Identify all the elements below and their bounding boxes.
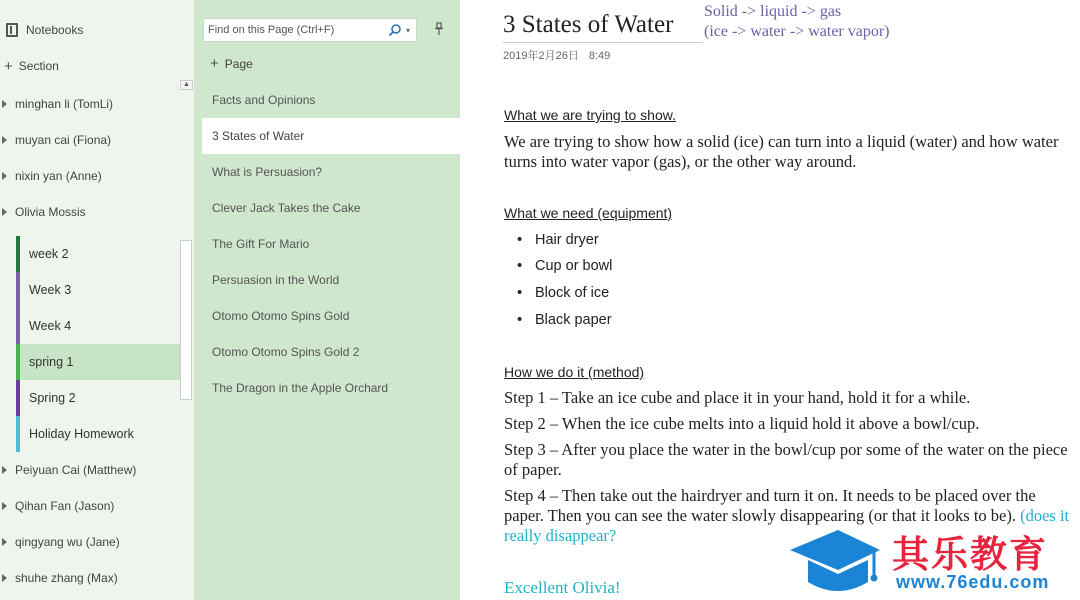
section-group-qingyang[interactable] [0, 527, 120, 557]
expand-arrow-icon [2, 208, 7, 216]
page-item-label: Clever Jack Takes the Cake [212, 201, 361, 215]
step-2[interactable]: Step 2 – When the ice cube melts into a liquid hold it above a bowl/cup. [504, 414, 980, 433]
add-page-button[interactable] [210, 56, 253, 71]
scroll-up-arrow-icon[interactable]: ▲ [180, 80, 193, 90]
note-canvas[interactable] [460, 0, 1080, 600]
page-item-label: Persuasion in the World [212, 273, 340, 287]
expand-arrow-icon [2, 538, 7, 546]
plus-icon: + [4, 57, 13, 75]
teacher-comment: (does it really disappear? [504, 506, 1070, 545]
section-color-bar [16, 344, 20, 380]
page-item[interactable] [202, 82, 460, 118]
graduation-cap-icon [786, 524, 882, 600]
page-item-label: Otomo Otomo Spins Gold [212, 309, 350, 323]
section-color-bar [16, 380, 20, 416]
section-group-label: minghan li (TomLi) [15, 97, 114, 111]
list-item[interactable]: • Block of ice [535, 285, 609, 301]
page-timestamp [503, 47, 610, 63]
section-label: spring 1 [29, 355, 74, 369]
section-group-label: nixin yan (Anne) [15, 169, 102, 183]
section-week-2[interactable] [16, 236, 180, 272]
watermark-url: www.76edu.com [896, 572, 1050, 592]
notebook-icon [6, 23, 18, 37]
list-item[interactable]: • Hair dryer [535, 232, 599, 248]
page-item[interactable] [202, 262, 460, 298]
search-scope-dropdown-icon[interactable]: ▾ [406, 25, 411, 35]
list-item[interactable]: • Cup or bowl [535, 258, 612, 274]
page-item-label: Facts and Opinions [212, 93, 316, 107]
section-spring-1[interactable] [16, 344, 180, 380]
section-label: week 2 [29, 247, 69, 261]
section-group-label: Olivia Mossis [15, 205, 86, 219]
page-item-label: 3 States of Water [212, 129, 305, 143]
section-label: Spring 2 [29, 391, 76, 405]
section-group-label: qingyang wu (Jane) [15, 535, 120, 549]
page-time: 8:49 [588, 50, 611, 62]
watermark-brand-text: 其乐教育 [892, 533, 1048, 576]
notebooks-button[interactable] [6, 15, 83, 45]
page-item-label: What is Persuasion? [212, 165, 323, 179]
heading-method[interactable]: How we do it (method) [504, 364, 645, 380]
page-item[interactable] [202, 154, 460, 190]
add-section-button[interactable] [4, 51, 59, 81]
section-spring-2[interactable] [16, 380, 180, 416]
search-icon[interactable] [384, 19, 406, 41]
page-item[interactable] [202, 370, 460, 406]
search-placeholder: Find on this Page (Ctrl+F) [208, 24, 335, 36]
step-4-text: Step 4 – Then take out the hairdryer and turn it on. It needs to be placed over the paper. Then you can see the water slowly disappearing (or that it looks to be). [504, 486, 1036, 525]
notebooks-label: Notebooks [26, 23, 84, 37]
page-item[interactable] [202, 190, 460, 226]
page-item[interactable] [202, 298, 460, 334]
expand-arrow-icon [2, 172, 7, 180]
section-week-3[interactable] [16, 272, 180, 308]
page-item-label: The Dragon in the Apple Orchard [212, 381, 389, 395]
plus-icon: + [210, 55, 219, 72]
section-group-muyan[interactable] [0, 125, 111, 155]
notebook-navigation-pane [0, 0, 194, 600]
title-divider [503, 42, 703, 43]
section-group-peiyuan[interactable] [0, 455, 136, 485]
expand-arrow-icon [2, 574, 7, 582]
step-3[interactable]: Step 3 – After you place the water in the bowl/cup por some of the water on the piece of paper. [504, 440, 1068, 479]
page-item-label: The Gift For Mario [212, 237, 310, 251]
section-group-minghan[interactable] [0, 89, 113, 119]
expand-arrow-icon [2, 136, 7, 144]
section-group-label: muyan cai (Fiona) [15, 133, 112, 147]
page-item-label: Otomo Otomo Spins Gold 2 [212, 345, 360, 359]
page-title[interactable]: 3 States of Water [503, 11, 674, 38]
section-group-label: Qihan Fan (Jason) [15, 499, 115, 513]
add-page-label: Page [224, 56, 253, 71]
section-group-label: shuhe zhang (Max) [15, 571, 118, 585]
section-week-4[interactable] [16, 308, 180, 344]
page-item-selected[interactable] [202, 118, 460, 154]
expand-arrow-icon [2, 502, 7, 510]
section-group-olivia[interactable] [0, 197, 86, 227]
section-color-bar [16, 308, 20, 344]
section-label: Week 4 [29, 319, 72, 333]
step-1[interactable]: Step 1 – Take an ice cube and place it in your hand, hold it for a while. [504, 388, 971, 407]
section-label: Holiday Homework [29, 427, 134, 441]
section-group-nixin[interactable] [0, 161, 102, 191]
annotation-states[interactable]: Solid -> liquid -> gas [704, 3, 842, 20]
section-group-qihan[interactable] [0, 491, 114, 521]
list-item[interactable]: • Black paper [535, 312, 612, 328]
teacher-feedback[interactable]: Excellent Olivia! [504, 578, 621, 597]
section-color-bar [16, 416, 20, 452]
section-color-bar [16, 236, 20, 272]
section-group-label: Peiyuan Cai (Matthew) [15, 463, 137, 477]
add-section-label: Section [18, 59, 59, 73]
heading-equipment[interactable]: What we need (equipment) [504, 205, 673, 221]
page-list-pane [194, 0, 460, 600]
page-item[interactable] [202, 226, 460, 262]
section-group-shuhe[interactable] [0, 563, 118, 593]
expand-arrow-icon [2, 466, 7, 474]
page-date: 2019年2月26日 [503, 50, 579, 62]
search-input[interactable] [203, 18, 417, 42]
heading-purpose[interactable]: What we are trying to show. [504, 107, 676, 123]
section-label: Week 3 [29, 283, 72, 297]
section-color-bar [16, 272, 20, 308]
section-holiday-homework[interactable] [16, 416, 180, 452]
paragraph-purpose[interactable]: We are trying to show how a solid (ice) can turn into a liquid (water) and how water turns into water vapor (gas), or the other way around. [504, 132, 1059, 171]
expand-arrow-icon [2, 100, 7, 108]
page-item[interactable] [202, 334, 460, 370]
watermark [780, 518, 1080, 600]
annotation-examples[interactable]: (ice -> water -> water vapor) [704, 23, 890, 40]
section-scrollbar[interactable] [180, 240, 192, 400]
pin-icon[interactable] [434, 22, 444, 39]
